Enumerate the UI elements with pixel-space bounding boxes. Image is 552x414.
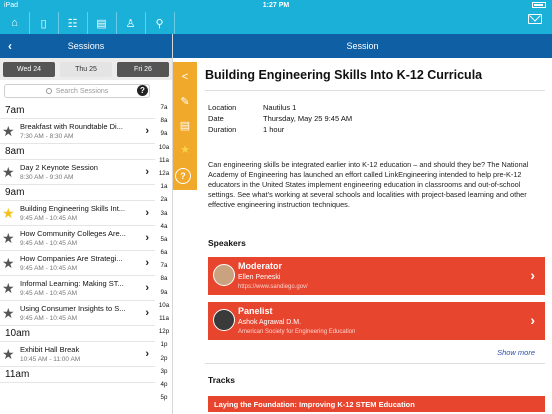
magnifier-icon — [46, 88, 52, 94]
time-index-item[interactable]: 12a — [158, 169, 170, 177]
location-label: Location — [208, 103, 237, 112]
presentation-icon[interactable]: ▤ — [87, 12, 117, 34]
chevron-right-icon: › — [145, 282, 149, 294]
time-index-item[interactable]: 5a — [160, 235, 168, 243]
session-list — [0, 103, 155, 414]
time-index-item[interactable]: 8a — [160, 275, 168, 283]
time-index-item[interactable]: 4p — [160, 380, 168, 388]
date-label: Date — [208, 114, 224, 123]
time-index-item[interactable]: 11a — [159, 156, 169, 164]
speaker-role: Panelist — [238, 306, 273, 316]
chevron-right-icon: › — [145, 257, 149, 269]
star-icon[interactable]: ★ — [2, 164, 15, 180]
chevron-right-icon: › — [530, 312, 535, 328]
speakers-heading: Speakers — [208, 238, 246, 248]
time-index-item[interactable]: 2a — [160, 196, 168, 204]
chevron-right-icon: › — [530, 267, 535, 283]
hour-header: 9am — [0, 185, 155, 201]
duration-value: 1 hour — [263, 125, 285, 134]
chevron-right-icon: › — [145, 125, 149, 137]
time-index-item[interactable]: 7a — [160, 262, 168, 270]
session-title: Building Engineering Skills Into K-12 Curricula — [205, 68, 483, 82]
time-index-item[interactable]: 12p — [158, 328, 170, 336]
location-value: Nautilus 1 — [263, 103, 297, 112]
person-icon[interactable]: ♙ — [116, 12, 146, 34]
duration-label: Duration — [208, 125, 237, 134]
time-index-item[interactable]: 1a — [160, 183, 168, 191]
pencil-icon[interactable]: ✎ — [180, 95, 190, 108]
star-icon[interactable]: ★ — [2, 280, 15, 296]
search-input[interactable] — [4, 84, 150, 98]
grid-icon[interactable]: ☷ — [58, 12, 88, 34]
session-title: How Community Colleges Are... — [20, 229, 126, 238]
sessions-header — [0, 34, 172, 58]
back-icon[interactable]: ‹ — [8, 39, 12, 53]
day-tabs — [0, 58, 172, 80]
share-icon[interactable]: < — [181, 71, 189, 83]
session-time: 10:45 AM - 11:00 AM — [20, 356, 81, 363]
star-icon[interactable]: ★ — [2, 230, 15, 246]
session-title: Exhibit Hall Break — [20, 345, 80, 354]
speaker-subtitle: American Society for Engineering Education — [238, 329, 356, 335]
chevron-right-icon: › — [145, 232, 149, 244]
search-placeholder: Search Sessions — [55, 87, 109, 95]
chevron-right-icon: › — [145, 348, 149, 360]
session-title: Building Engineering Skills Int... — [20, 204, 126, 213]
session-time: 9:45 AM - 10:45 AM — [20, 240, 78, 247]
star-icon[interactable]: ★ — [2, 205, 15, 221]
session-description: Can engineering skills be integrated earlier into K-12 education – and should they be? The National Academy of Engineering has launched an effort called LinkEngineering intended to help pre-K-12 educators in the United States implement engineering education in classrooms and out-of-school settings. See what’s working at several schools and localities with project-based learning and other effective engineering instruction techniques. — [208, 160, 529, 209]
list-item[interactable] — [0, 276, 155, 301]
chevron-right-icon: › — [145, 307, 149, 319]
help-icon[interactable]: ? — [137, 85, 148, 96]
star-icon[interactable]: ★ — [2, 305, 15, 321]
session-time: 9:45 AM - 10:45 AM — [20, 315, 78, 322]
speaker-name: Ashok Agrawal D.M. — [238, 319, 302, 326]
list-item[interactable] — [0, 226, 155, 251]
session-header-title: Session — [346, 41, 379, 51]
time-index-item[interactable]: 10a — [158, 301, 170, 309]
battery-icon — [532, 2, 546, 9]
session-title: Day 2 Keynote Session — [20, 163, 98, 172]
session-time: 7:30 AM - 8:30 AM — [20, 133, 74, 140]
time-index-item[interactable]: 2p — [160, 354, 168, 362]
session-title: How Companies Are Strategi... — [20, 254, 123, 263]
session-header — [173, 34, 552, 58]
divider — [205, 90, 545, 91]
session-title: Breakfast with Roundtable Di... — [20, 122, 123, 131]
star-icon[interactable]: ★ — [2, 123, 15, 139]
show-more-link[interactable]: Show more — [497, 348, 535, 357]
phone-icon[interactable]: ▯ — [29, 12, 59, 34]
time-index-item[interactable]: 3a — [160, 209, 168, 217]
star-icon[interactable]: ★ — [2, 255, 15, 271]
star-icon[interactable]: ★ — [2, 346, 15, 362]
time-index-item[interactable]: 7a — [160, 104, 168, 111]
list-item[interactable] — [0, 160, 155, 185]
divider — [205, 363, 545, 364]
clipboard-icon[interactable]: ▤ — [179, 119, 191, 132]
time-index-item[interactable]: 10a — [158, 143, 170, 151]
time-index-item[interactable]: 9a — [160, 130, 168, 138]
home-icon[interactable]: ⌂ — [0, 12, 30, 34]
mail-icon[interactable] — [528, 14, 542, 24]
session-time: 9:45 AM - 10:45 AM — [20, 290, 78, 297]
hour-header: 7am — [0, 103, 155, 119]
list-item[interactable] — [0, 251, 155, 276]
list-item[interactable] — [0, 342, 155, 367]
time-index-item[interactable]: 8a — [160, 117, 168, 125]
tab-thu-25[interactable]: Thu 25 — [60, 62, 112, 77]
session-time: 9:45 AM - 10:45 AM — [20, 265, 78, 272]
tab-wed-24[interactable]: Wed 24 — [3, 62, 55, 77]
hour-header: 11am — [0, 367, 155, 383]
status-bar — [0, 0, 552, 12]
status-time: 1:27 PM — [262, 2, 290, 9]
session-title: Informal Learning: Making ST... — [20, 279, 124, 288]
star-icon[interactable]: ★ — [180, 143, 190, 156]
list-item[interactable] — [0, 301, 155, 326]
session-time: 8:30 AM - 9:30 AM — [20, 174, 74, 181]
time-index-item[interactable]: 6a — [160, 249, 168, 257]
chevron-right-icon: › — [145, 207, 149, 219]
tracks-heading: Tracks — [208, 375, 235, 385]
hour-header: 8am — [0, 144, 155, 160]
time-index-item[interactable]: 9a — [160, 288, 168, 296]
session-time: 9:45 AM - 10:45 AM — [20, 215, 78, 222]
time-index-item[interactable]: 1p — [160, 341, 168, 349]
time-index-item[interactable]: 3p — [160, 367, 168, 375]
list-item[interactable] — [0, 119, 155, 144]
speaker-subtitle: https://www.sandiego.gov/ — [238, 284, 308, 290]
time-index-item[interactable]: 11a — [159, 315, 169, 322]
speaker-card[interactable] — [208, 302, 545, 340]
help-icon[interactable]: ? — [175, 168, 191, 184]
tab-fri-26[interactable]: Fri 26 — [117, 62, 169, 77]
chevron-right-icon: › — [145, 166, 149, 178]
date-value: Thursday, May 25 9:45 AM — [263, 114, 353, 123]
speaker-name: Ellen Peneski — [238, 274, 281, 281]
sessions-header-title: Sessions — [67, 41, 105, 51]
time-index[interactable] — [157, 104, 171, 407]
search-icon[interactable]: ⚲ — [145, 12, 175, 34]
hour-header: 10am — [0, 326, 155, 342]
speaker-card[interactable] — [208, 257, 545, 295]
session-title: Using Consumer Insights to S... — [20, 304, 126, 313]
speaker-role: Moderator — [238, 261, 283, 271]
avatar — [213, 309, 235, 331]
carrier-label: iPad — [4, 2, 19, 9]
avatar — [213, 264, 235, 286]
time-index-item[interactable]: 4a — [160, 222, 168, 230]
track-item[interactable]: Laying the Foundation: Improving K-12 STEM Education — [208, 396, 545, 412]
list-item[interactable] — [0, 201, 155, 226]
time-index-item[interactable]: 5p — [160, 394, 168, 402]
